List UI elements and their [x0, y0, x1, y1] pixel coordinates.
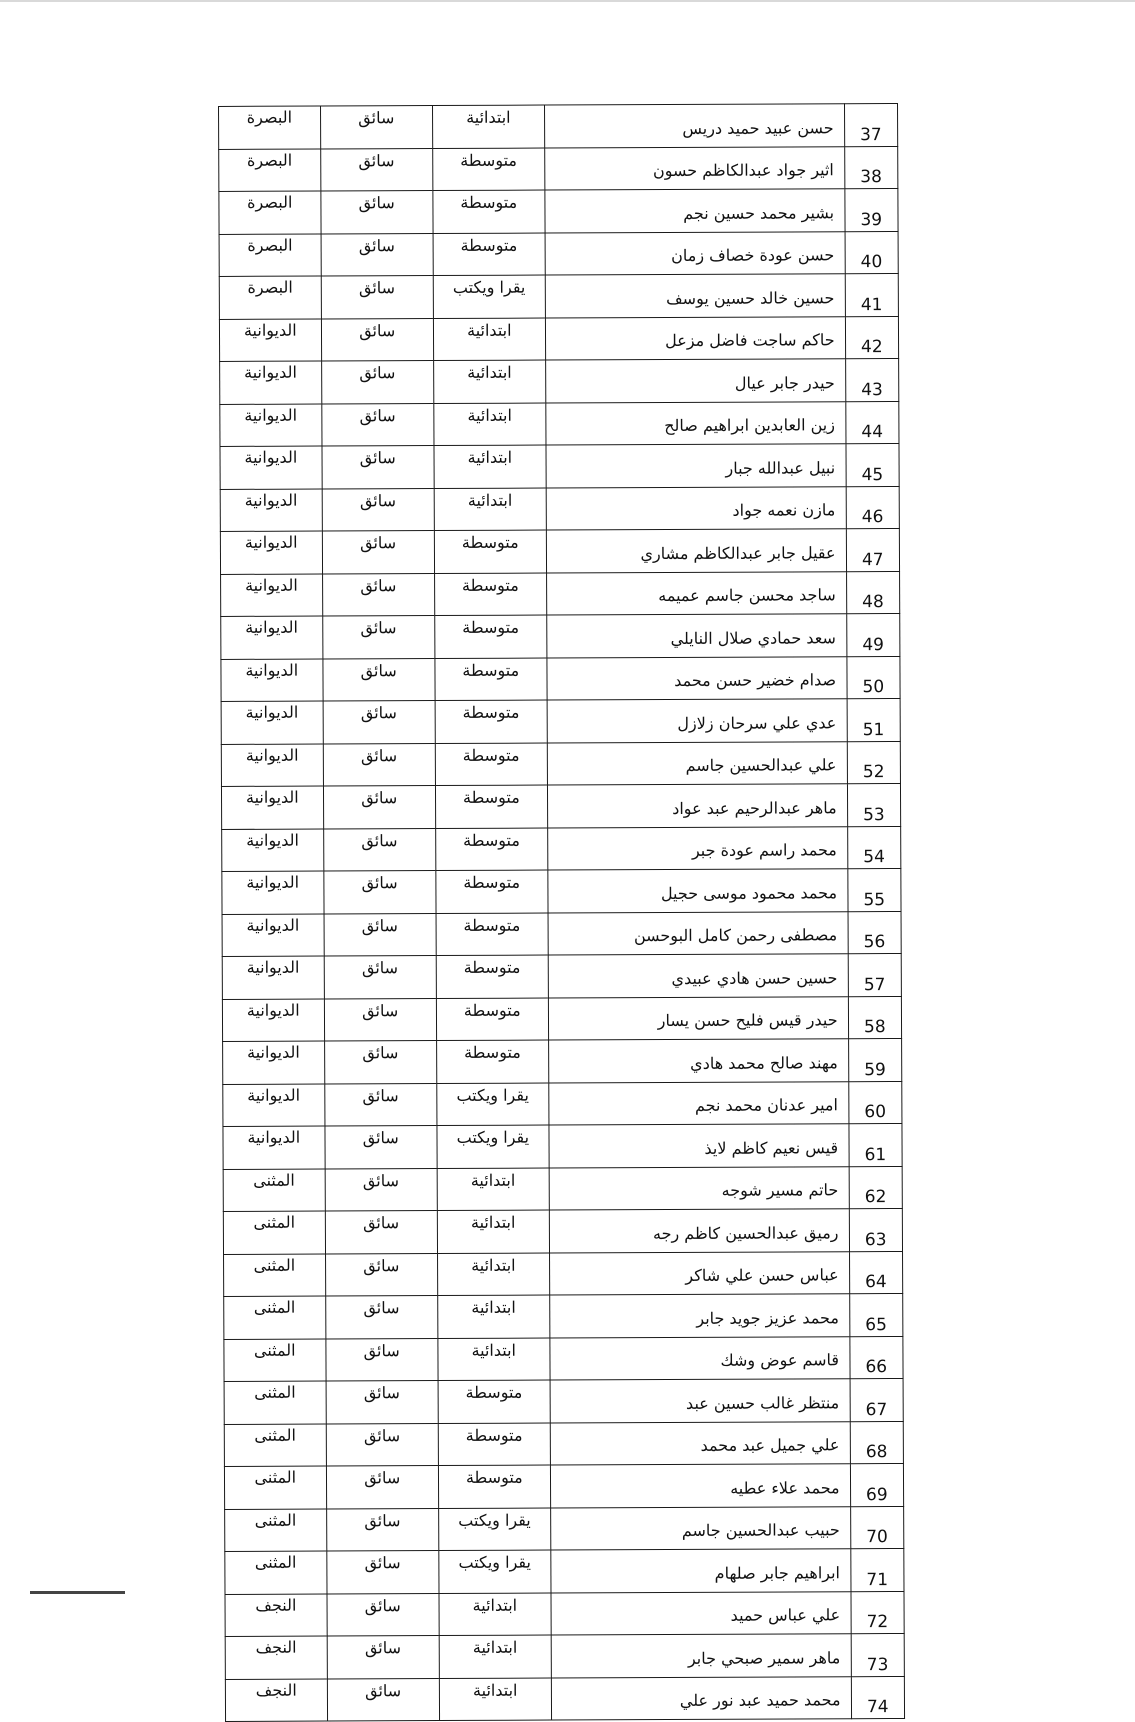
governorate-cell: المثنى — [224, 1381, 326, 1424]
governorate-cell: النجف — [225, 1594, 327, 1637]
governorate-cell: الديوانية — [222, 956, 324, 999]
full-name-cell: عباس حسن علي شاكر — [549, 1251, 849, 1295]
row-number-cell: 64 — [849, 1251, 903, 1294]
table-row — [221, 698, 900, 743]
job-title-cell: سائق — [324, 956, 436, 999]
row-number-cell: 48 — [846, 571, 900, 614]
full-name-cell: محمد راسم عودة جبر — [548, 826, 848, 870]
full-name-cell: زين العابدين ابراهيم صالح — [546, 401, 846, 445]
full-name-cell: حيدر جابر عيال — [546, 359, 846, 403]
governorate-cell: المثنى — [224, 1339, 326, 1382]
table-row — [224, 1421, 903, 1466]
job-title-cell: سائق — [326, 1423, 438, 1466]
full-name-cell: حيدر قيس فليح حسن يسار — [548, 996, 848, 1040]
row-number-cell: 55 — [847, 868, 901, 911]
bottom-page-mark — [30, 1591, 125, 1594]
education-cell: متوسطة — [434, 573, 546, 616]
education-cell: ابتدائية — [433, 360, 545, 403]
row-number-cell: 73 — [851, 1633, 905, 1676]
governorate-cell: المثنى — [225, 1509, 327, 1552]
job-title-cell: سائق — [325, 1168, 437, 1211]
education-cell: ابتدائية — [434, 445, 546, 488]
governorate-cell: المثنى — [224, 1466, 326, 1509]
row-number-cell: 57 — [848, 953, 902, 996]
education-cell: متوسطة — [435, 658, 547, 701]
row-number-cell: 71 — [850, 1548, 904, 1591]
full-name-cell: حسين حسن هادي عبيدي — [548, 954, 848, 998]
full-name-cell: سعد حمادي صلال النايلي — [547, 614, 847, 658]
governorate-cell: البصرة — [219, 106, 321, 149]
job-title-cell: سائق — [324, 913, 436, 956]
table-row — [225, 1548, 904, 1593]
row-number-cell: 65 — [849, 1293, 903, 1336]
full-name-cell: منتظر غالب حسين عبد — [550, 1379, 850, 1423]
table-row — [220, 486, 899, 531]
job-title-cell: سائق — [320, 106, 432, 149]
row-number-cell: 39 — [844, 189, 898, 232]
education-cell: متوسطة — [436, 913, 548, 956]
row-number-cell: 69 — [850, 1463, 904, 1506]
job-title-cell: سائق — [324, 1041, 436, 1084]
row-number-cell: 49 — [846, 613, 900, 656]
row-number-cell: 72 — [851, 1591, 905, 1634]
full-name-cell: علي عباس حميد — [551, 1591, 851, 1635]
table-row — [225, 1676, 904, 1721]
full-name-cell: قيس نعيم كاظم لايذ — [549, 1124, 849, 1168]
job-title-cell: سائق — [323, 786, 435, 829]
table-row — [221, 741, 900, 786]
row-number-cell: 68 — [850, 1421, 904, 1464]
governorate-cell: المثنى — [223, 1169, 325, 1212]
governorate-cell: الديوانية — [220, 404, 322, 447]
job-title-cell: سائق — [324, 1083, 436, 1126]
governorate-cell: النجف — [225, 1679, 327, 1722]
full-name-cell: حسن عودة خصاف زمان — [545, 231, 845, 275]
education-cell: متوسطة — [435, 785, 547, 828]
table-row — [220, 401, 899, 446]
row-number-cell: 66 — [849, 1336, 903, 1379]
roster-table — [218, 103, 905, 1722]
full-name-cell: نبيل عبدالله جبار — [546, 444, 846, 488]
education-cell: ابتدائية — [437, 1295, 549, 1338]
governorate-cell: الديوانية — [220, 531, 322, 574]
table-row — [225, 1633, 904, 1678]
education-cell: متوسطة — [436, 1040, 548, 1083]
job-title-cell: سائق — [325, 1211, 437, 1254]
governorate-cell: المثنى — [224, 1296, 326, 1339]
table-row — [221, 613, 900, 658]
governorate-cell: الديوانية — [223, 1126, 325, 1169]
education-cell: متوسطة — [432, 148, 544, 191]
job-title-cell: سائق — [325, 1126, 437, 1169]
job-title-cell: سائق — [320, 148, 432, 191]
full-name-cell: ابراهيم جابر صلهام — [551, 1549, 851, 1593]
table-row — [224, 1336, 903, 1381]
job-title-cell: سائق — [323, 828, 435, 871]
job-title-cell: سائق — [323, 743, 435, 786]
row-number-cell: 51 — [847, 698, 901, 741]
table-row — [222, 911, 901, 956]
full-name-cell: محمد حميد عبد نور علي — [551, 1676, 851, 1720]
full-name-cell: ساجد محسن جاسم عميمه — [546, 571, 846, 615]
table-row — [222, 868, 901, 913]
education-cell: ابتدائية — [434, 403, 546, 446]
job-title-cell: سائق — [327, 1593, 439, 1636]
education-cell: متوسطة — [435, 700, 547, 743]
full-name-cell: حاتم مسير شوجه — [549, 1166, 849, 1210]
row-number-cell: 67 — [850, 1378, 904, 1421]
full-name-cell: مهند صالح محمد هادي — [548, 1039, 848, 1083]
table-row — [223, 1081, 902, 1126]
job-title-cell: سائق — [325, 1296, 437, 1339]
row-number-cell: 46 — [846, 486, 900, 529]
education-cell: متوسطة — [435, 743, 547, 786]
full-name-cell: حسين خالد حسين يوسف — [545, 274, 845, 318]
education-cell: ابتدائية — [438, 1338, 550, 1381]
table-row — [219, 104, 898, 149]
job-title-cell: سائق — [321, 276, 433, 319]
table-row — [224, 1463, 903, 1508]
education-cell: متوسطة — [436, 870, 548, 913]
education-cell: متوسطة — [438, 1465, 550, 1508]
job-title-cell: سائق — [326, 1466, 438, 1509]
roster-table-body — [219, 104, 905, 1722]
governorate-cell: الديوانية — [221, 574, 323, 617]
full-name-cell: مصطفى رحمن كامل البوحسن — [548, 911, 848, 955]
full-name-cell: مازن نعمه جواد — [546, 486, 846, 530]
job-title-cell: سائق — [326, 1508, 438, 1551]
table-row — [222, 826, 901, 871]
row-number-cell: 38 — [844, 146, 898, 189]
governorate-cell: المثنى — [225, 1551, 327, 1594]
governorate-cell: البصرة — [219, 149, 321, 192]
table-row — [221, 783, 900, 828]
row-number-cell: 40 — [845, 231, 899, 274]
job-title-cell: سائق — [326, 1551, 438, 1594]
education-cell: ابتدائية — [437, 1168, 549, 1211]
job-title-cell: سائق — [327, 1636, 439, 1679]
governorate-cell: النجف — [225, 1636, 327, 1679]
education-cell: ابتدائية — [439, 1635, 551, 1678]
job-title-cell: سائق — [322, 616, 434, 659]
row-number-cell: 43 — [845, 358, 899, 401]
education-cell: ابتدائية — [434, 488, 546, 531]
full-name-cell: ماهر عبدالرحيم عبد عواد — [547, 784, 847, 828]
full-name-cell: امير عدنان محمد نجم — [549, 1081, 849, 1125]
education-cell: يقرا ويكتب — [437, 1125, 549, 1168]
table-row — [221, 656, 900, 701]
full-name-cell: عقيل جابر عبدالكاظم مشاري — [546, 529, 846, 573]
row-number-cell: 50 — [846, 656, 900, 699]
table-row — [223, 1123, 902, 1168]
education-cell: ابتدائية — [437, 1253, 549, 1296]
job-title-cell: سائق — [321, 233, 433, 276]
education-cell: يقرا ويكتب — [439, 1550, 551, 1593]
job-title-cell: سائق — [322, 573, 434, 616]
governorate-cell: الديوانية — [221, 701, 323, 744]
row-number-cell: 74 — [851, 1676, 905, 1719]
job-title-cell: سائق — [321, 361, 433, 404]
row-number-cell: 37 — [844, 104, 898, 147]
table-row — [220, 358, 899, 403]
job-title-cell: سائق — [322, 488, 434, 531]
governorate-cell: المثنى — [224, 1254, 326, 1297]
table-row — [222, 996, 901, 1041]
education-cell: ابتدائية — [432, 105, 544, 148]
table-row — [219, 146, 898, 191]
governorate-cell: الديوانية — [220, 446, 322, 489]
table-row — [220, 443, 899, 488]
governorate-cell: الديوانية — [222, 999, 324, 1042]
row-number-cell: 62 — [849, 1166, 903, 1209]
education-cell: ابتدائية — [433, 318, 545, 361]
governorate-cell: البصرة — [219, 191, 321, 234]
table-row — [225, 1506, 904, 1551]
row-number-cell: 63 — [849, 1208, 903, 1251]
job-title-cell: سائق — [326, 1338, 438, 1381]
job-title-cell: سائق — [324, 871, 436, 914]
full-name-cell: علي عبدالحسين جاسم — [547, 741, 847, 785]
table-row — [222, 953, 901, 998]
top-page-rule — [0, 0, 1135, 2]
governorate-cell: البصرة — [219, 276, 321, 319]
job-title-cell: سائق — [325, 1253, 437, 1296]
education-cell: متوسطة — [436, 955, 548, 998]
governorate-cell: الديوانية — [223, 1041, 325, 1084]
education-cell: متوسطة — [438, 1423, 550, 1466]
full-name-cell: اثير جواد عبدالكاظم حسون — [545, 146, 845, 190]
row-number-cell: 70 — [850, 1506, 904, 1549]
full-name-cell: عدي علي سرحان زلازل — [547, 699, 847, 743]
row-number-cell: 60 — [848, 1081, 902, 1124]
table-row — [219, 316, 898, 361]
table-row — [223, 1038, 902, 1083]
education-cell: متوسطة — [435, 828, 547, 871]
governorate-cell: الديوانية — [220, 361, 322, 404]
row-number-cell: 54 — [847, 826, 901, 869]
governorate-cell: المثنى — [223, 1211, 325, 1254]
full-name-cell: محمد علاء عطيه — [550, 1464, 850, 1508]
job-title-cell: سائق — [323, 658, 435, 701]
education-cell: متوسطة — [438, 1380, 550, 1423]
table-row — [223, 1208, 902, 1253]
row-number-cell: 42 — [845, 316, 899, 359]
education-cell: يقرا ويكتب — [438, 1508, 550, 1551]
full-name-cell: قاسم عوض وشك — [550, 1336, 850, 1380]
job-title-cell: سائق — [326, 1381, 438, 1424]
table-row — [223, 1166, 902, 1211]
table-row — [220, 528, 899, 573]
governorate-cell: الديوانية — [221, 786, 323, 829]
table-row — [219, 274, 898, 319]
full-name-cell: حاكم ساجت فاضل مزعل — [545, 316, 845, 360]
job-title-cell: سائق — [322, 446, 434, 489]
full-name-cell: علي جميل عبد محمد — [550, 1421, 850, 1465]
governorate-cell: الديوانية — [220, 489, 322, 532]
education-cell: متوسطة — [434, 530, 546, 573]
row-number-cell: 59 — [848, 1038, 902, 1081]
row-number-cell: 61 — [849, 1123, 903, 1166]
governorate-cell: الديوانية — [223, 1084, 325, 1127]
education-cell: يقرا ويكتب — [437, 1083, 549, 1126]
table-row — [221, 571, 900, 616]
education-cell: متوسطة — [433, 190, 545, 233]
full-name-cell: رميق عبدالحسين كاظم رجه — [549, 1209, 849, 1253]
governorate-cell: الديوانية — [221, 616, 323, 659]
row-number-cell: 45 — [846, 443, 900, 486]
table-row — [224, 1378, 903, 1423]
job-title-cell: سائق — [321, 403, 433, 446]
education-cell: متوسطة — [436, 998, 548, 1041]
row-number-cell: 58 — [848, 996, 902, 1039]
row-number-cell: 56 — [848, 911, 902, 954]
job-title-cell: سائق — [321, 318, 433, 361]
education-cell: متوسطة — [433, 233, 545, 276]
full-name-cell: ماهر سمير صبحي جابر — [551, 1634, 851, 1678]
row-number-cell: 47 — [846, 528, 900, 571]
full-name-cell: محمد محمود موسى حجيل — [548, 869, 848, 913]
full-name-cell: حسن عبيد حميد دريس — [544, 104, 844, 148]
governorate-cell: الديوانية — [222, 829, 324, 872]
full-name-cell: حبيب عبدالحسين جاسم — [551, 1506, 851, 1550]
table-row — [224, 1251, 903, 1296]
row-number-cell: 53 — [847, 783, 901, 826]
job-title-cell: سائق — [321, 191, 433, 234]
row-number-cell: 44 — [845, 401, 899, 444]
full-name-cell: محمد عزيز جويد جابر — [550, 1294, 850, 1338]
job-title-cell: سائق — [327, 1678, 439, 1721]
education-cell: يقرا ويكتب — [433, 275, 545, 318]
governorate-cell: الديوانية — [219, 319, 321, 362]
governorate-cell: البصرة — [219, 234, 321, 277]
job-title-cell: سائق — [322, 531, 434, 574]
job-title-cell: سائق — [323, 701, 435, 744]
full-name-cell: بشير محمد حسين نجم — [545, 189, 845, 233]
row-number-cell: 52 — [847, 741, 901, 784]
governorate-cell: الديوانية — [221, 659, 323, 702]
table-row — [225, 1591, 904, 1636]
governorate-cell: الديوانية — [222, 871, 324, 914]
table-row — [219, 189, 898, 234]
education-cell: ابتدائية — [437, 1210, 549, 1253]
full-name-cell: صدام خضير حسن محمد — [547, 656, 847, 700]
table-row — [219, 231, 898, 276]
job-title-cell: سائق — [324, 998, 436, 1041]
table-row — [224, 1293, 903, 1338]
row-number-cell: 41 — [845, 274, 899, 317]
education-cell: متوسطة — [435, 615, 547, 658]
education-cell: ابتدائية — [439, 1593, 551, 1636]
governorate-cell: الديوانية — [222, 914, 324, 957]
governorate-cell: المثنى — [224, 1424, 326, 1467]
governorate-cell: الديوانية — [221, 744, 323, 787]
education-cell: ابتدائية — [439, 1678, 551, 1721]
